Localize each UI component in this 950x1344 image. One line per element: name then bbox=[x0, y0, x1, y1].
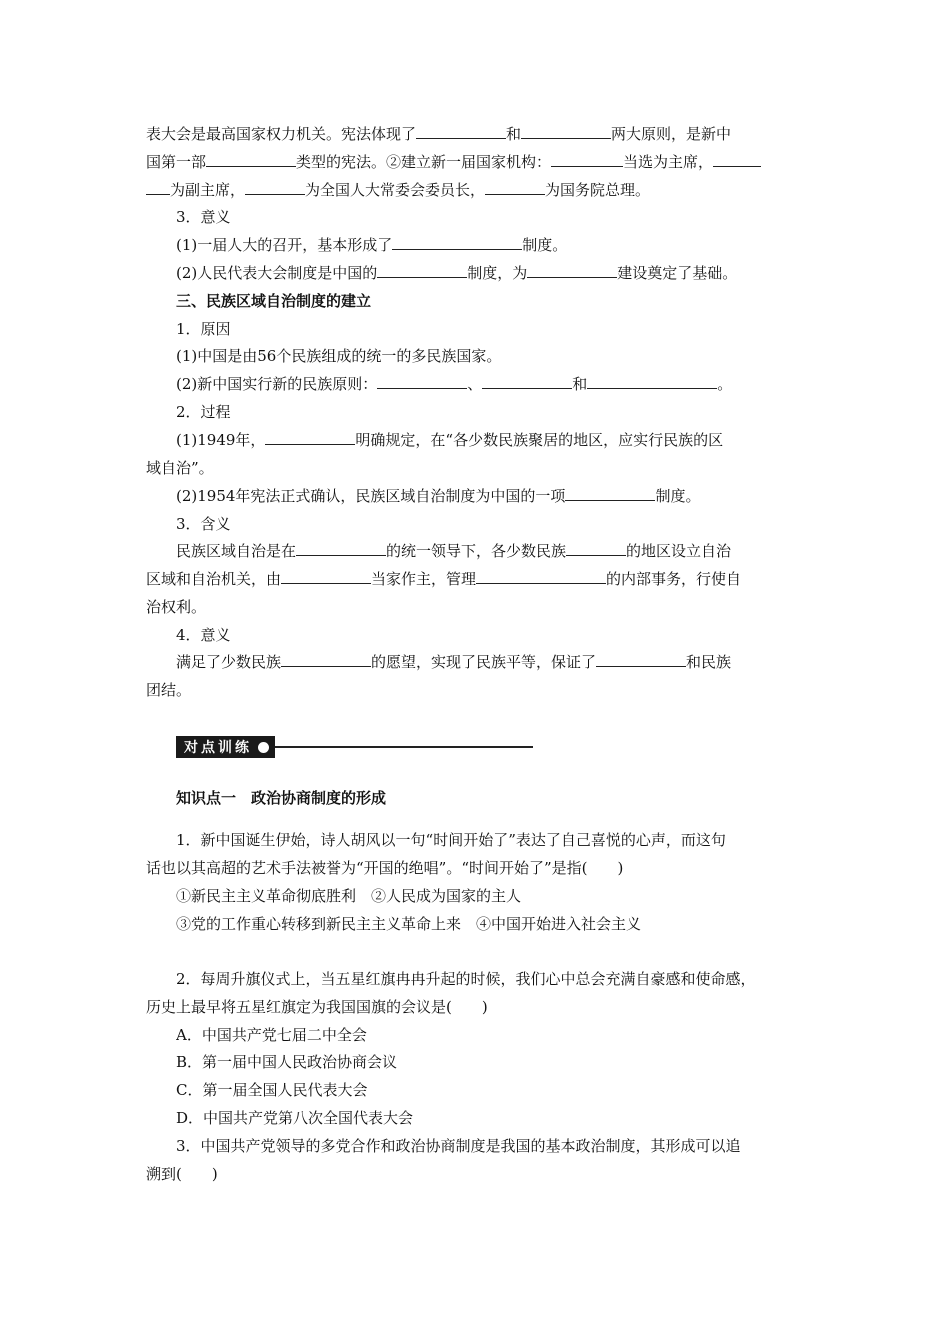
text-line: (2)1954年宪法正式确认，民族区域自治制度为中国的一项 制度。 bbox=[176, 487, 701, 505]
section-heading: 三、民族区域自治制度的建立 bbox=[176, 292, 372, 310]
bullet-dot-icon bbox=[258, 742, 269, 753]
text-line: 3．含义 bbox=[176, 515, 231, 533]
text-line: 国第一部 类型的宪法。②建立新一届国家机构： 当选为主席， bbox=[146, 152, 811, 172]
text-line: (1)1949年， 明确规定，在“各少数民族聚居的地区，应实行民族的区 bbox=[176, 431, 724, 449]
text-line: 满足了少数民族 的愿望，实现了民族平等，保证了 和民族 bbox=[176, 653, 732, 671]
option-c[interactable]: C．第一届全国人民代表大会 bbox=[176, 1081, 368, 1099]
text-line: 域自治”。 bbox=[146, 459, 214, 477]
question-text: 历史上最早将五星红旗定为我国国旗的会议是( ) bbox=[146, 998, 488, 1016]
statement-line: ③党的工作重心转移到新民主主义革命上来 ④中国开始进入社会主义 bbox=[176, 915, 642, 933]
banner-label: 对点训练 bbox=[184, 740, 252, 756]
text-line: 民族区域自治是在 的统一领导下，各少数民族 的地区设立自治 bbox=[176, 542, 732, 560]
text-line: 表大会是最高国家权力机关。宪法体现了 和 两大原则，是新中 bbox=[146, 125, 732, 143]
text-line: 治权利。 bbox=[146, 598, 207, 616]
text-line: 3．意义 bbox=[176, 208, 231, 226]
text-line: 2．过程 bbox=[176, 403, 231, 421]
question-text: 话也以其高超的艺术手法被誉为“开国的绝唱”。“时间开始了”是指( ) bbox=[146, 859, 624, 877]
option-d[interactable]: D．中国共产党第八次全国代表大会 bbox=[176, 1109, 414, 1127]
text-line: 团结。 bbox=[146, 681, 192, 699]
option-b[interactable]: B．第一届中国人民政治协商会议 bbox=[176, 1053, 398, 1071]
text-line: 区域和自治机关，由 当家作主，管理 的内部事务，行使自 bbox=[146, 570, 742, 588]
text-line: (2)新中国实行新的民族原则： 、 和 。 bbox=[176, 375, 733, 393]
question-text: 1．新中国诞生伊始，诗人胡风以一句“时间开始了”表达了自己喜悦的心声，而这句 bbox=[176, 831, 726, 849]
text-line: (2)人民代表大会制度是中国的 制度，为 建设奠定了基础。 bbox=[176, 264, 738, 282]
practice-banner bbox=[176, 736, 533, 758]
question-text: 溯到( ) bbox=[146, 1165, 218, 1183]
option-a[interactable]: A．中国共产党七届二中全会 bbox=[176, 1026, 367, 1044]
text-line: (1)中国是由56个民族组成的统一的多民族国家。 bbox=[176, 347, 502, 365]
question-text: 3．中国共产党领导的多党合作和政治协商制度是我国的基本政治制度，其形成可以追 bbox=[176, 1137, 741, 1155]
text-line: 1．原因 bbox=[176, 320, 231, 338]
text-line: 4．意义 bbox=[176, 626, 231, 644]
divider bbox=[275, 746, 533, 748]
knowledge-point-title: 知识点一 政治协商制度的形成 bbox=[176, 789, 387, 807]
text-line: (1)一届人大的召开，基本形成了 制度。 bbox=[176, 236, 568, 254]
text-line: 为副主席， 为全国人大常委会委员长， 为国务院总理。 bbox=[146, 180, 811, 200]
question-text: 2．每周升旗仪式上，当五星红旗冉冉升起的时候，我们心中总会充满自豪感和使命感， bbox=[176, 970, 756, 988]
statement-line: ①新民主主义革命彻底胜利 ②人民成为国家的主人 bbox=[176, 887, 522, 905]
